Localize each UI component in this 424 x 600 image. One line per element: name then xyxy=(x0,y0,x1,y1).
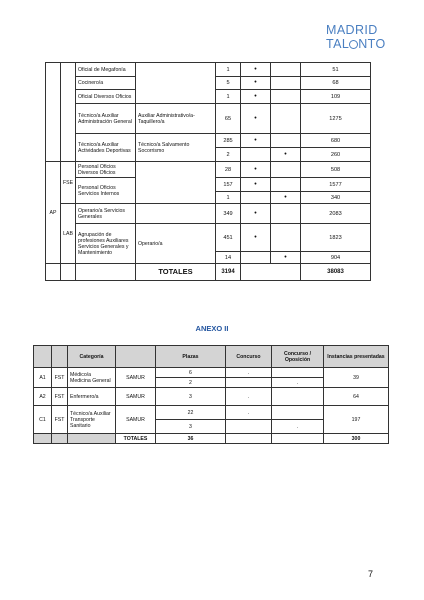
plazas-cell: 451 xyxy=(216,224,241,252)
tipo-cell: FST xyxy=(52,388,68,406)
instancias-cell: 39 xyxy=(324,368,389,388)
instancias-cell: 1275 xyxy=(301,104,371,134)
plazas-table xyxy=(45,62,371,281)
table-row xyxy=(46,204,371,224)
group-fse: FSE xyxy=(61,162,76,204)
oposicion-mark xyxy=(271,178,301,192)
grupo-cell: A1 xyxy=(34,368,52,388)
oposicion-mark xyxy=(271,90,301,104)
plazas-cell: 3 xyxy=(156,420,226,434)
oposicion-mark xyxy=(271,162,301,178)
logo-line-1: MADRID xyxy=(326,23,378,37)
concurso-mark xyxy=(241,252,271,264)
concurso-mark: . xyxy=(226,406,272,420)
plazas-cell: 1 xyxy=(216,90,241,104)
plazas-cell: 157 xyxy=(216,178,241,192)
instancias-cell: 1577 xyxy=(301,178,371,192)
table-row xyxy=(46,162,371,178)
annex-title: ANEXO II xyxy=(195,324,229,333)
cat-cell: Personal Oficios Servicios Internos xyxy=(76,178,136,204)
group-ap: AP xyxy=(46,162,61,264)
puesto-cell: Operario/a xyxy=(136,224,216,264)
oposicion-mark xyxy=(271,77,301,90)
plazas-cell: 2 xyxy=(156,378,226,388)
concurso-mark: • xyxy=(241,134,271,148)
concurso-mark: • xyxy=(241,90,271,104)
col-categoria: Categoría xyxy=(68,346,116,368)
servicio-cell: SAMUR xyxy=(116,388,156,406)
table-row xyxy=(34,406,389,420)
plazas-cell: 6 xyxy=(156,368,226,378)
oposicion-mark: • xyxy=(271,252,301,264)
concurso-mark: • xyxy=(241,77,271,90)
instancias-cell: 64 xyxy=(324,388,389,406)
cat-cell: Agrupación de profesiones Auxiliares Servicios Generales y Mantenimiento xyxy=(76,224,136,264)
totals-plazas: 3194 xyxy=(216,264,241,281)
grupo-cell: C1 xyxy=(34,406,52,434)
totals-label: TOTALES xyxy=(116,434,156,444)
concurso-mark: • xyxy=(241,63,271,77)
anexo-ii-table xyxy=(33,345,389,444)
plazas-cell: 285 xyxy=(216,134,241,148)
page-number: 7 xyxy=(367,569,373,579)
madrid-talento-logo xyxy=(326,24,394,50)
instancias-cell: 109 xyxy=(301,90,371,104)
instancias-cell: 904 xyxy=(301,252,371,264)
header-row xyxy=(34,346,389,368)
plazas-cell: 22 xyxy=(156,406,226,420)
plazas-cell: 28 xyxy=(216,162,241,178)
table-row xyxy=(34,368,389,378)
totals-instancias: 38083 xyxy=(301,264,371,281)
plazas-cell: 65 xyxy=(216,104,241,134)
instancias-cell: 1823 xyxy=(301,224,371,252)
totals-label: TOTALES xyxy=(136,264,216,281)
logo-line-2: TAL NTO xyxy=(326,36,386,51)
oposicion-mark xyxy=(271,134,301,148)
instancias-cell: 508 xyxy=(301,162,371,178)
cat-cell: Operario/a Servicios Generales xyxy=(76,204,136,224)
oposicion-mark xyxy=(271,204,301,224)
cat-cell: Oficial de Megafonía xyxy=(76,63,136,77)
grupo-cell: A2 xyxy=(34,388,52,406)
col-concurso: Concurso xyxy=(226,346,272,368)
concurso-mark xyxy=(241,148,271,162)
oposicion-mark xyxy=(271,224,301,252)
cat-cell: Médico/a Medicina General xyxy=(68,368,116,388)
concurso-mark: • xyxy=(241,104,271,134)
oposicion-mark: • xyxy=(271,192,301,204)
table-row xyxy=(34,388,389,406)
table-row xyxy=(46,224,371,252)
plazas-cell: 14 xyxy=(216,252,241,264)
table-row xyxy=(46,63,371,77)
concurso-mark: • xyxy=(241,178,271,192)
oposicion-mark: • xyxy=(271,148,301,162)
concurso-mark: • xyxy=(241,224,271,252)
concurso-mark xyxy=(241,192,271,204)
plazas-cell: 1 xyxy=(216,192,241,204)
plazas-cell: 3 xyxy=(156,388,226,406)
group-lab: LAB xyxy=(61,204,76,264)
puesto-cell: Técnico/a Salvamento Socorrismo xyxy=(136,134,216,162)
concurso-mark: . xyxy=(226,388,272,406)
instancias-cell: 68 xyxy=(301,77,371,90)
oposicion-mark xyxy=(271,104,301,134)
oposicion-mark: . xyxy=(272,420,324,434)
tipo-cell: FST xyxy=(52,406,68,434)
concurso-mark: • xyxy=(241,162,271,178)
cat-cell: Técnico/a Auxiliar Administración General xyxy=(76,104,136,134)
puesto-cell: Auxiliar Administrativo/a-Taquillero/a xyxy=(136,104,216,134)
oposicion-mark: . xyxy=(272,378,324,388)
plazas-cell: 5 xyxy=(216,77,241,90)
totals-plazas: 36 xyxy=(156,434,226,444)
cat-cell: Enfermero/a xyxy=(68,388,116,406)
cat-cell: Personal Oficios Diversos Oficios xyxy=(76,162,136,178)
instancias-cell: 260 xyxy=(301,148,371,162)
col-instancias: Instancias presentadas xyxy=(324,346,389,368)
table-row xyxy=(46,104,371,134)
servicio-cell: SAMUR xyxy=(116,406,156,434)
instancias-cell: 340 xyxy=(301,192,371,204)
instancias-cell: 2083 xyxy=(301,204,371,224)
tipo-cell: FST xyxy=(52,368,68,388)
cat-cell: Cocinero/a xyxy=(76,77,136,90)
cat-cell: Técnico/a Auxiliar Actividades Deportivas xyxy=(76,134,136,162)
instancias-cell: 680 xyxy=(301,134,371,148)
plazas-cell: 349 xyxy=(216,204,241,224)
instancias-cell: 51 xyxy=(301,63,371,77)
totals-row xyxy=(46,264,371,281)
totals-row xyxy=(34,434,389,444)
table-row xyxy=(46,134,371,148)
totals-instancias: 300 xyxy=(324,434,389,444)
cat-cell: Oficial Diversos Oficios xyxy=(76,90,136,104)
col-concurso-oposicion: Concurso / Oposición xyxy=(272,346,324,368)
plazas-cell: 1 xyxy=(216,63,241,77)
logo-mark-icon xyxy=(349,40,358,49)
servicio-cell: SAMUR xyxy=(116,368,156,388)
instancias-cell: 197 xyxy=(324,406,389,434)
col-plazas: Plazas xyxy=(156,346,226,368)
concurso-mark: . xyxy=(226,368,272,378)
concurso-mark: • xyxy=(241,204,271,224)
oposicion-mark xyxy=(271,63,301,77)
plazas-cell: 2 xyxy=(216,148,241,162)
cat-cell: Técnico/a Auxiliar Transporte Sanitario xyxy=(68,406,116,434)
